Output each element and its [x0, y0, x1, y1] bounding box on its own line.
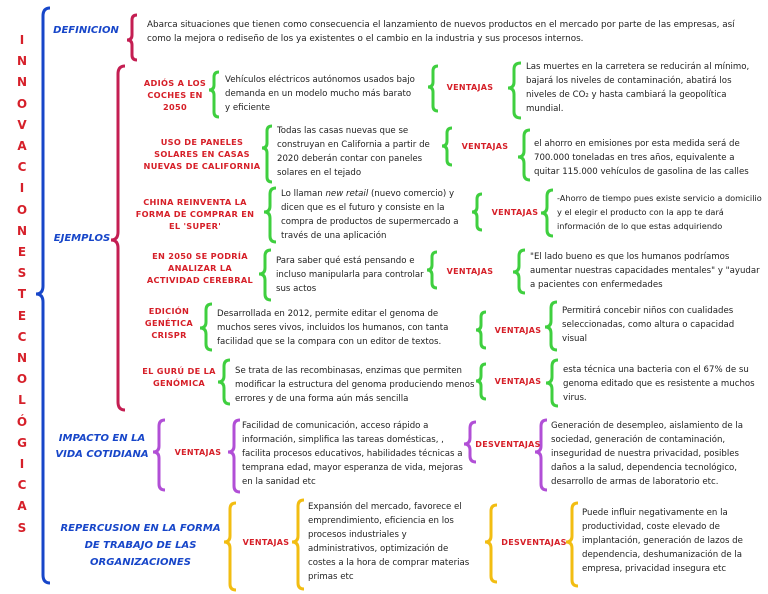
ej4-title: EN 2050 SE PODRÍA ANALIZAR LA ACTIVIDAD CEREBRAL: [146, 251, 254, 285]
ej2-ventajas-text: el ahorro en emisiones por esta medida será de 700.000 toneladas en tres años, equivalente a quitar 115.000 vehículos de gasolina de las calles: [534, 139, 749, 177]
ej6-ventajas-text: esta técnica una bacteria con el 67% de su genoma editado que es resistente a muchos virus.: [563, 365, 755, 403]
ej3-title: CHINA REINVENTA LA FORMA DE COMPRAR EN EL 'SUPER': [135, 197, 255, 231]
ej1-title-bracket: [209, 72, 219, 117]
main-bracket: [36, 8, 50, 583]
title-letter: N: [16, 223, 28, 238]
ej4-vtext-bracket: [513, 250, 525, 293]
ej3-ventajas-bracket: [472, 194, 482, 230]
impacto-ventajas-text: Facilidad de comunicación, acceso rápido a información, simplifica las tareas domésticas, , facilita procesos educativos, habilidades técnicas a temprana edad, mayor esperanza de vida, mejoras en la sanidad etc: [242, 421, 463, 487]
title-letter: I: [19, 33, 25, 47]
ej1-ventajas-text: Las muertes en la carretera se reducirán al mínimo, bajará los niveles de contaminación, abatirá los niveles de CO₂ y hasta cambiará la geopolítica mundial.: [526, 62, 750, 114]
ej1-ventajas-bracket: [428, 66, 438, 111]
ej5-title-bracket: [200, 304, 212, 350]
ej6-ventajas-label: VENTAJAS: [494, 377, 542, 386]
title-letter: S: [17, 520, 27, 535]
title-letter: E: [17, 245, 27, 260]
title-letter: C: [17, 478, 27, 493]
ej2-ventajas-label: VENTAJAS: [461, 142, 509, 151]
title-letter: S: [17, 266, 27, 281]
impacto-bracket: [153, 420, 165, 490]
ej4-desc: Para saber qué está pensando e incluso manipularla para controlar sus actos: [276, 256, 424, 294]
repercusion-ventajas-text: Expansión del mercado, favorece el emprendimiento, eficiencia en los procesos industriales y administrativos, optimización de costes a la hora de comprar materias primas etc: [308, 502, 470, 582]
ej5-ventajas-label: VENTAJAS: [494, 326, 542, 335]
ej3-desc-pre: Lo llaman: [281, 189, 326, 199]
ej4-ventajas-text: "El lado bueno es que los humanos podríamos aumentar nuestras capacidades mentales" y "ayudar a pacientes con enfermedades: [530, 252, 760, 290]
impacto-label: IMPACTO EN LA VIDA COTIDIANA: [55, 433, 149, 460]
title-letter: E: [17, 308, 27, 323]
impacto-ventajas-label: VENTAJAS: [174, 448, 222, 457]
ej4-title-bracket: [259, 250, 271, 300]
title-letter: I: [19, 181, 25, 196]
repercusion-ventajas-label: VENTAJAS: [242, 538, 290, 547]
ej5-title: EDICIÓN GENÉTICA CRISPR: [144, 306, 194, 340]
title-letter: T: [17, 287, 27, 302]
title-letter: O: [16, 202, 28, 217]
title-letter: N: [16, 54, 28, 69]
impacto-dtext-bracket: [535, 420, 547, 490]
title-letter: G: [17, 435, 27, 450]
ej3-ventajas-label: VENTAJAS: [491, 208, 539, 217]
ej4-ventajas-bracket: [427, 252, 437, 288]
title-letter: C: [17, 160, 27, 175]
ej3-desc-em: new retail: [325, 189, 369, 199]
title-letter: N: [16, 351, 28, 366]
ej5-ventajas-text: Permitirá concebir niños con cualidades seleccionadas, como altura o capacidad visual: [562, 306, 735, 344]
repercusion-desventajas-text: Puede influir negativamente en la productividad, coste elevado de implantación, generación de lazos de dependencia, deshumanización de la empresa, privacidad insegura etc: [582, 508, 743, 574]
ej1-ventajas-label: VENTAJAS: [446, 83, 494, 92]
ej1-vtext-bracket: [508, 63, 521, 118]
title-letter: L: [18, 393, 26, 408]
ej2-desc: Todas las casas nuevas que se construyan en California a partir de 2020 deberán contar con paneles solares en el tejado: [277, 126, 430, 178]
ej2-vtext-bracket: [518, 130, 530, 180]
ej1-desc: Vehículos eléctricos autónomos usados bajo demanda en un modelo mucho más barato y eficiente: [225, 75, 415, 113]
ej6-title-bracket: [218, 360, 230, 404]
ej3-desc: [281, 187, 471, 243]
definicion-label: DEFINICION: [53, 25, 119, 36]
repercusion-desv-bracket: [485, 505, 497, 582]
definicion-text: Abarca situaciones que tienen como consecuencia el lanzamiento de nuevos productos en el mercado por parte de las empresas, así como la mejora o rediseño de los ya existentes o el cambio en la industria y sus procesos internos.: [147, 20, 735, 44]
title-letter: A: [17, 139, 27, 154]
title-letter: C: [17, 329, 27, 344]
title-letter: V: [17, 117, 27, 132]
ej6-ventajas-bracket: [476, 364, 486, 399]
ej3-ventajas-text: -Ahorro de tiempo pues existe servicio a domicilio y el elegir el producto con la app te dará información de lo que estas adquiriendo: [557, 193, 762, 231]
title-letter: A: [17, 499, 27, 514]
ej5-ventajas-bracket: [476, 312, 486, 348]
impacto-desventajas-text: Generación de desempleo, aislamiento de la sociedad, generación de contaminación, inseguridad de nuestra privacidad, posibles daños a la salud, dependencia tecnológico, desarrollo de armas de laboratorio etc.: [551, 421, 743, 487]
ej4-ventajas-label: VENTAJAS: [446, 267, 494, 276]
ejemplos-label: EJEMPLOS: [53, 233, 111, 244]
title-letter: O: [16, 96, 28, 111]
ej3-title-bracket: [264, 188, 276, 242]
impacto-ventajas-bracket: [228, 420, 240, 492]
ej6-title: EL GURÚ DE LA GENÓMICA: [142, 366, 216, 388]
repercusion-desventajas-label: DESVENTAJAS: [501, 538, 567, 547]
title-letter: N: [16, 75, 28, 90]
title-letter: I: [19, 457, 25, 472]
repercusion-label: REPERCUSION EN LA FORMA DE TRABAJO DE LAS ORGANIZACIONES: [60, 523, 221, 568]
ej6-desc: Se trata de las recombinasas, enzimas que permiten modificar la estructura del genoma produciendo menos errores y de una forma aún más sencilla: [235, 366, 475, 404]
ej2-ventajas-bracket: [442, 128, 452, 165]
title-letter: O: [16, 372, 28, 387]
definicion-bracket: [127, 15, 137, 60]
repercusion-bracket: [224, 503, 236, 590]
ej2-title: USO DE PANELES SOLARES EN CASAS NUEVAS DE CALIFORNIA: [143, 137, 261, 171]
ej1-title: ADIÓS A LOS COCHES EN 2050: [143, 78, 207, 112]
ej3-desc-post: (nuevo comercio) y dicen que es el futuro y consiste en la compra de productos de supermercado a través de una aplicación: [281, 189, 459, 241]
ej5-desc: Desarrollada en 2012, permite editar el genoma de muchos seres vivos, incluidos los humanos, con tanta facilidad que se la compara con un editor de textos.: [217, 309, 449, 347]
title-letter: Ó: [16, 414, 28, 429]
impacto-desventajas-label: DESVENTAJAS: [475, 440, 541, 449]
